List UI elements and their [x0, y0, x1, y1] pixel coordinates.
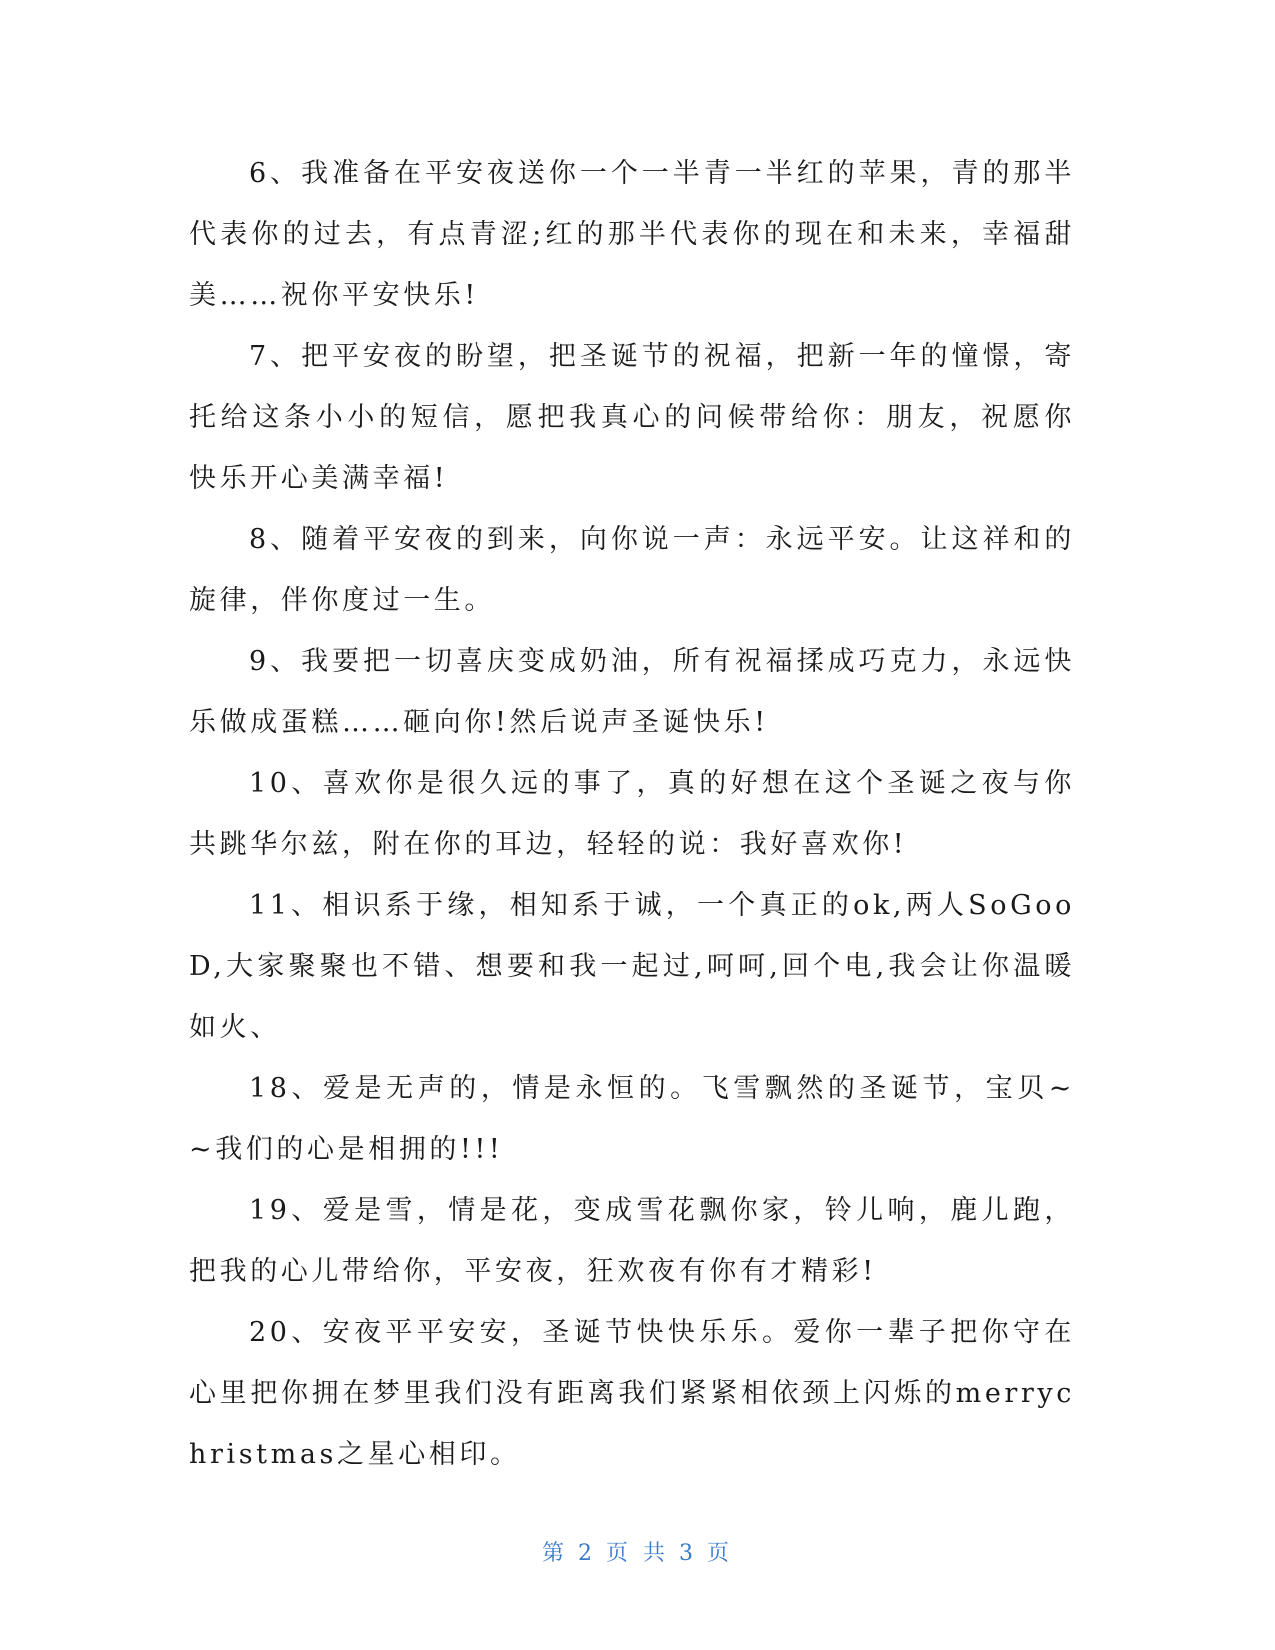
footer-middle: 页 共 — [606, 1541, 669, 1566]
paragraph-10: 10、喜欢你是很久远的事了，真的好想在这个圣诞之夜与你共跳华尔兹，附在你的耳边，轻轻的说：我好喜欢你! — [189, 768, 1075, 860]
paragraph-11: 11、相识系于缘，相知系于诚，一个真正的ok,两人SoGooD,大家聚聚也不错、想要和我一起过,呵呵,回个电,我会让你温暖如火、 — [189, 890, 1075, 1043]
page-number-footer — [0, 1536, 1275, 1567]
document-body — [189, 143, 1075, 1485]
paragraph-18: 18、爱是无声的，情是永恒的。飞雪飘然的圣诞节，宝贝~~我们的心是相拥的!!! — [189, 1073, 1075, 1165]
paragraph-9: 9、我要把一切喜庆变成奶油，所有祝福揉成巧克力，永远快乐做成蛋糕……砸向你!然后说声圣诞快乐! — [189, 646, 1075, 738]
footer-prefix: 第 — [541, 1541, 568, 1566]
paragraph-6: 6、我准备在平安夜送你一个一半青一半红的苹果，青的那半代表你的过去，有点青涩;红的那半代表你的现在和未来，幸福甜美……祝你平安快乐! — [189, 158, 1075, 311]
footer-total-pages: 3 — [679, 1541, 697, 1566]
paragraph-8: 8、随着平安夜的到来，向你说一声：永远平安。让这祥和的旋律，伴你度过一生。 — [189, 524, 1075, 616]
paragraph-19: 19、爱是雪，情是花，变成雪花飘你家，铃儿响，鹿儿跑，把我的心儿带给你，平安夜，狂欢夜有你有才精彩! — [189, 1195, 1075, 1287]
footer-suffix: 页 — [707, 1541, 734, 1566]
paragraph-7: 7、把平安夜的盼望，把圣诞节的祝福，把新一年的憧憬，寄托给这条小小的短信，愿把我真心的问候带给你：朋友，祝愿你快乐开心美满幸福! — [189, 341, 1075, 494]
paragraph-20: 20、安夜平平安安，圣诞节快快乐乐。爱你一辈子把你守在心里把你拥在梦里我们没有距离我们紧紧相依颈上闪烁的merrychristmas之星心相印。 — [189, 1317, 1075, 1470]
footer-current-page: 2 — [578, 1541, 596, 1566]
